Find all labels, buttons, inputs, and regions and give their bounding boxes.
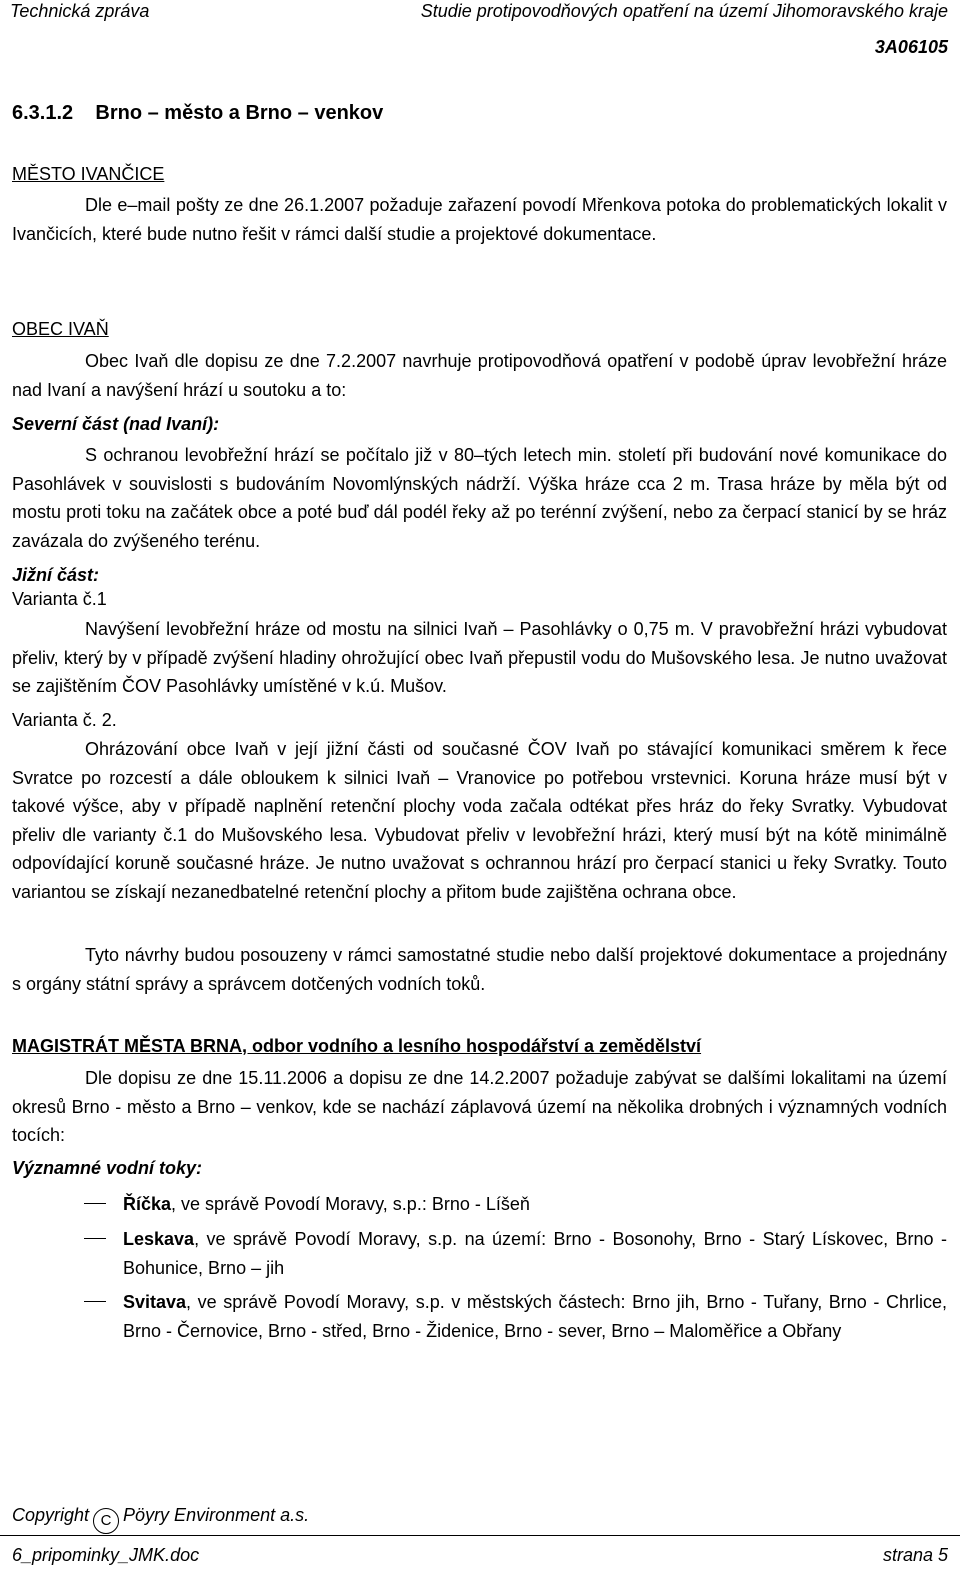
footer-filename: 6_pripominky_JMK.doc xyxy=(12,1545,200,1565)
header-doc-type: Technická zpráva xyxy=(10,1,150,21)
paragraph-ivan-intro xyxy=(12,347,947,404)
dash-bullet-icon xyxy=(84,1238,106,1239)
footer-copyright xyxy=(12,1505,309,1534)
paragraph-variant-1-text: Navýšení levobřežní hráze od mostu na silnici Ivaň – Pasohlávky o 0,75 m. V pravobřežní hrázi vybudovat přeliv, který by v případě zvýšení hladiny ohrožující obec Ivaň přepustil vodu do Mušovského lesa. Je nutno uvažovat se zajištěním ČOV Pasohlávky umístěné v k.ú. Mušov. xyxy=(12,619,947,697)
copyright-icon: C xyxy=(93,1508,119,1534)
page-header xyxy=(0,0,960,60)
stream-name: Leskava xyxy=(123,1229,195,1249)
paragraph-variant-1 xyxy=(12,615,947,701)
dash-bullet-icon xyxy=(84,1203,106,1204)
stream-detail: , ve správě Povodí Moravy, s.p. v městských částech: Brno jih, Brno - Tuřany, Brno - Chrlice, Brno - Černovice, Brno - střed, Brno - Židenice, Brno - sever, Brno – Maloměřice a Obřany xyxy=(123,1292,947,1341)
stream-name: Říčka xyxy=(123,1194,172,1214)
variant-1-label: Varianta č.1 xyxy=(12,589,107,609)
paragraph-variant-2 xyxy=(12,735,947,907)
subheading-significant-streams: Významné vodní toky: xyxy=(12,1158,203,1178)
footer-divider xyxy=(0,1535,960,1536)
copyright-label: Copyright xyxy=(12,1505,90,1525)
section-heading xyxy=(12,102,383,125)
heading-magistrat: MAGISTRÁT MĚSTA BRNA, odbor vodního a lesního hospodářství a zemědělství xyxy=(12,1036,702,1056)
paragraph-north-part xyxy=(12,441,947,555)
paragraph-ivancice-text: Dle e–mail pošty ze dne 26.1.2007 požaduje zařazení povodí Mřenkova potoka do problematických lokalit v Ivančicích, které bude nutno řešit v rámci další studie a projektové dokumentace. xyxy=(12,195,947,244)
paragraph-ivancice xyxy=(12,191,947,248)
stream-detail: , ve správě Povodí Moravy, s.p.: Brno - Líšeň xyxy=(171,1194,530,1214)
variant-2-label: Varianta č. 2. xyxy=(12,710,117,730)
paragraph-magistrat-text: Dle dopisu ze dne 15.11.2006 a dopisu ze dne 14.2.2007 požaduje zabývat se dalšími lokalitami na území okresů Brno - město a Brno – venkov, kde se nachází záplavová území na několika drobných i významných vodních tocích: xyxy=(12,1068,947,1146)
footer-page-number: strana 5 xyxy=(882,1545,948,1565)
paragraph-variant-2-text: Ohrázování obce Ivaň v její jižní části od současné ČOV Ivaň po stávající komunikaci směrem k řece Svratce po rozcestí a dále obloukem k silnici Ivaň – Vranovice po potřebou vrstevnici. Koruna hráze musí být v takové výšce, aby v případě naplnění retenční plochy voda začala odtékat přes hráz do řeky Svratky. Vybudovat přeliv dle varianty č.1 do Mušovského lesa. Vybudovat přeliv v levobřežní hrázi, který musí být na kótě minimálně odpovídající koruně současné hráze. Je nutno uvažovat s ochrannou hrází pro čerpací stanici u řeky Svratky. Touto variantou se získají nezanedbatelné retenční plochy a přitom bude zajištěna ochrana obce. xyxy=(12,739,947,902)
list-item-text xyxy=(123,1225,947,1282)
section-title: Brno – město a Brno – venkov xyxy=(95,102,384,124)
paragraph-ivan-intro-text: Obec Ivaň dle dopisu ze dne 7.2.2007 navrhuje protipovodňová opatření v podobě úprav levobřežní hráze nad Ivaní a navýšení hrází u soutoku a to: xyxy=(12,351,947,400)
paragraph-magistrat xyxy=(12,1064,947,1150)
stream-detail: , ve správě Povodí Moravy, s.p. na území: Brno - Bosonohy, Brno - Starý Lískovec, Brno - Bohunice, Brno – jih xyxy=(123,1229,947,1278)
list-item-text xyxy=(123,1288,947,1345)
stream-name: Svitava xyxy=(123,1292,187,1312)
header-study-title: Studie protipovodňových opatření na území Jihomoravského kraje xyxy=(420,1,948,21)
company-name: Pöyry Environment a.s. xyxy=(123,1505,310,1525)
subheading-south-part: Jižní část: xyxy=(12,565,100,585)
heading-mesto-ivancice: MĚSTO IVANČICE xyxy=(12,164,165,184)
subheading-north-part: Severní část (nad Ivaní): xyxy=(12,414,220,434)
paragraph-closing xyxy=(12,941,947,998)
header-project-code: 3A06105 xyxy=(874,37,948,57)
heading-obec-ivan: OBEC IVAŇ xyxy=(12,319,109,339)
paragraph-closing-text: Tyto návrhy budou posouzeny v rámci samostatné studie nebo další projektové dokumentace a projednány s orgány státní správy a správcem dotčených vodních toků. xyxy=(12,945,947,994)
list-item-text xyxy=(123,1190,947,1219)
dash-bullet-icon xyxy=(84,1301,106,1302)
paragraph-north-part-text: S ochranou levobřežní hrází se počítalo již v 80–tých letech min. století při budování nové komunikace do Pasohlávek v souvislosti s budováním Novomlýnských nádrží. Výška hráze cca 2 m. Trasa hráze by měla být od mostu proti toku na začátek obce a poté buď dál podél řeky až po terénní zvýšení, nebo za čerpací stanicí by se hráz zavázala do zvýšeného terénu. xyxy=(12,445,947,551)
section-number: 6.3.1.2 xyxy=(12,102,74,124)
